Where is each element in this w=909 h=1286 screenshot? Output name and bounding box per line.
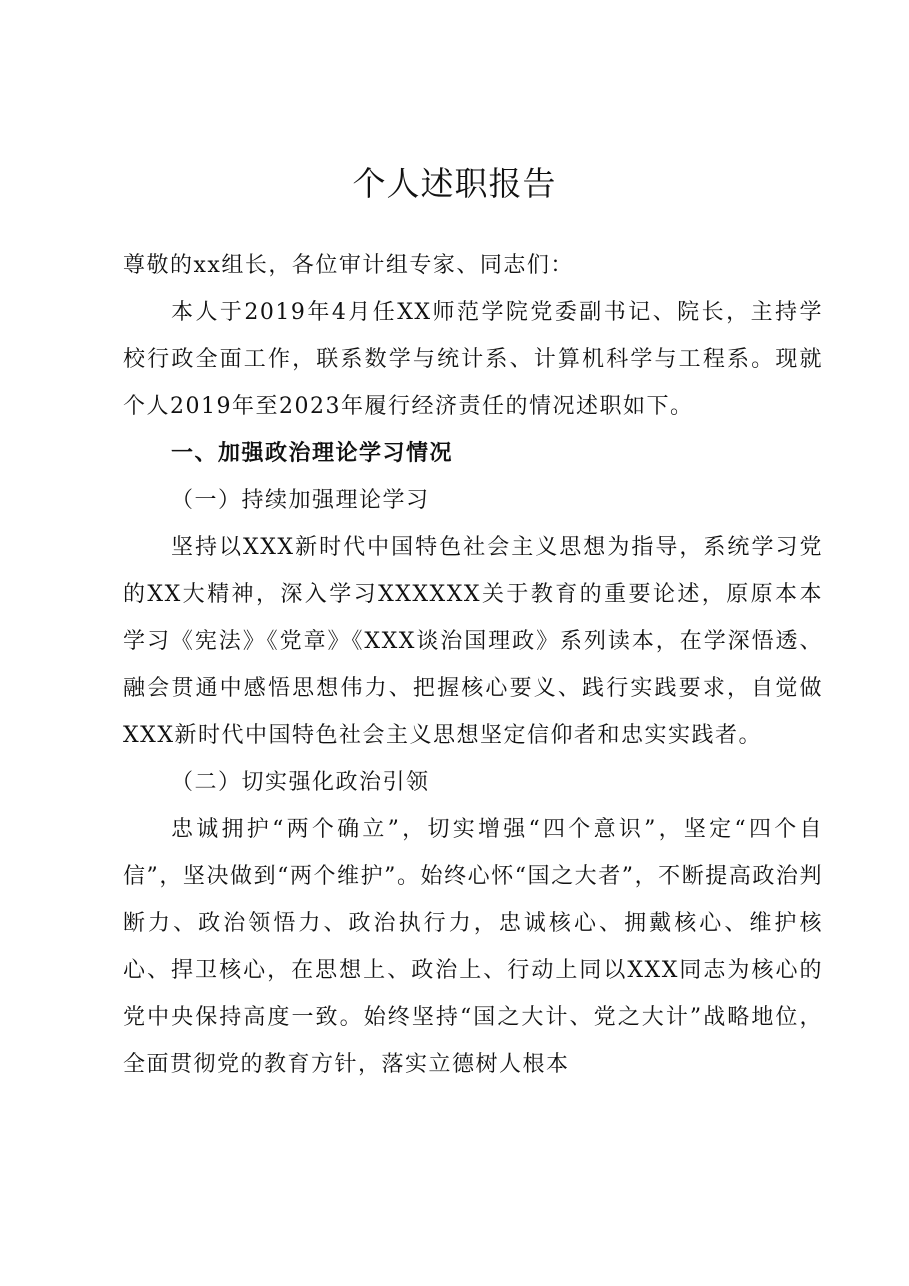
section-heading-1: 一、加强政治理论学习情况	[171, 441, 454, 466]
subsection-heading-1: （一）持续加强理论学习	[171, 488, 430, 513]
intro-paragraph: 本人于2019年4月任XX师范学院党委副书记、院长，主持学校行政全面工作，联系数学与统计系、计算机科学与工程系。现就个人2019年至2023年履行经济责任的情况述职如下。	[123, 300, 823, 419]
document-body	[123, 242, 823, 1088]
document-title: 个人述职报告	[352, 164, 557, 203]
subsection-heading-2: （二）切实强化政治引领	[171, 770, 430, 795]
salutation: 尊敬的xx组长，各位审计组专家、同志们：	[123, 253, 574, 278]
subsection-body-1: 坚持以XXX新时代中国特色社会主义思想为指导，系统学习党的XX大精神，深入学习XXXXXX关于教育的重要论述，原原本本学习《宪法》《党章》《XXX谈治国理政》系列读本，在学深悟透、融会贯通中感悟思想伟力、把握核心要义、践行实践要求，自觉做XXX新时代中国特色社会主义思想坚定信仰者和忠实实践者。	[123, 535, 823, 748]
subsection-body-2: 忠诚拥护“两个确立”，切实增强“四个意识”，坚定“四个自信”，坚决做到“两个维护”。始终心怀“国之大者”，不断提高政治判断力、政治领悟力、政治执行力，忠诚核心、拥戴核心、维护核心、捍卫核心，在思想上、政治上、行动上同以XXX同志为核心的党中央保持高度一致。始终坚持“国之大计、党之大计”战略地位，全面贯彻党的教育方针，落实立德树人根本	[123, 817, 823, 1077]
